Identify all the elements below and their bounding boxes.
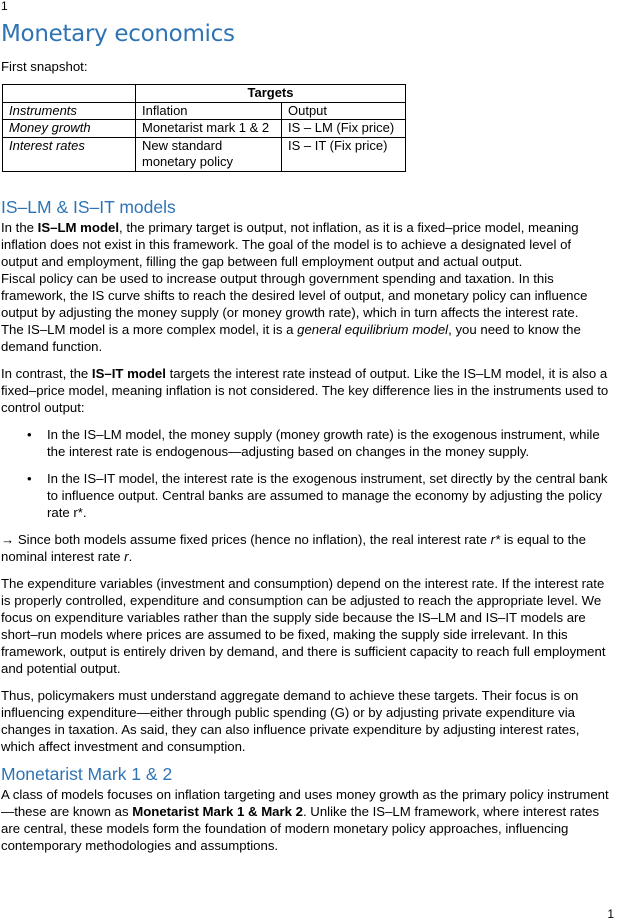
table-header-targets: Targets xyxy=(136,85,406,103)
table-header-empty xyxy=(3,85,136,103)
paragraph: A class of models focuses on inflation targeting and uses money growth as the primary policy instrument—these are known as Monetarist Mark 1 & Mark 2. Unlike the IS–LM framework, where interest rates are central, these models form the foundation of modern monetary policy approaches, influencing contemporary methodologies and assumptions. xyxy=(1,787,609,853)
table-cell: Instruments xyxy=(3,102,136,120)
list-item: • In the IS–IT model, the interest rate is the exogenous instrument, set directly by the central bank to influence output. Central banks are assumed to manage the economy by adjusting the policy rate r*. xyxy=(1,470,611,521)
table-cell: New standard monetary policy xyxy=(136,137,282,171)
section-heading-monetarist: Monetarist Mark 1 & 2 xyxy=(1,764,173,784)
table-row xyxy=(3,120,406,138)
paragraph: In contrast, the IS–IT model targets the interest rate instead of output. Like the IS–LM model, it is also a fixed–price model, meaning inflation is not considered. The key difference lies in the instruments used to control output: xyxy=(1,366,609,415)
paragraph: Thus, policymakers must understand aggregate demand to achieve these targets. Their focus is on influencing expenditure—either through public spending (G) or by adjusting private expenditure via changes in taxation. As said, they can also influence private expenditure by adjusting interest rates, which affect investment and consumption. xyxy=(1,688,580,754)
table-cell: Inflation xyxy=(136,102,282,120)
table-row xyxy=(3,137,406,171)
table-cell: Interest rates xyxy=(3,137,136,171)
section-heading-islm-isit: IS–LM & IS–IT models xyxy=(1,197,176,217)
paragraph: → Since both models assume fixed prices (hence no inflation), the real interest rate r* is equal to the nominal interest rate r. xyxy=(1,532,586,564)
paragraph: Fiscal policy can be used to increase output through government spending and taxation. In this framework, the IS curve shifts to reach the desired level of output, and monetary policy can influence output by adjusting the money supply (or money growth rate), which in turn affects the interest rate. xyxy=(1,271,588,320)
page-number-bottom: 1 xyxy=(607,907,614,921)
table-header-row xyxy=(3,85,406,103)
page-number-top: 1 xyxy=(1,0,8,13)
table-row xyxy=(3,102,406,120)
paragraph: In the IS–LM model, the primary target is output, not inflation, as it is a fixed–price model, meaning inflation does not exist in this framework. The goal of the model is to achieve a designated level of output and employment, filling the gap between full employment output and actual output. xyxy=(1,220,579,269)
paragraph: The IS–LM model is a more complex model, it is a general equilibrium model, you need to know the demand function. xyxy=(1,322,581,354)
targets-table xyxy=(2,84,406,172)
list-item: • In the IS–LM model, the money supply (money growth rate) is the exogenous instrument, while the interest rate is endogenous—adjusting based on changes in the money supply. xyxy=(1,426,611,460)
table-cell: Money growth xyxy=(3,120,136,138)
table-cell: IS – IT (Fix price) xyxy=(282,137,406,171)
table-cell: IS – LM (Fix price) xyxy=(282,120,406,138)
table-cell: Monetarist mark 1 & 2 xyxy=(136,120,282,138)
table-cell: Output xyxy=(282,102,406,120)
snapshot-label: First snapshot: xyxy=(1,59,88,74)
page-title: Monetary economics xyxy=(1,21,235,47)
document-body xyxy=(1,196,611,854)
bullet-list xyxy=(1,426,611,521)
paragraph: The expenditure variables (investment and consumption) depend on the interest rate. If the interest rate is properly controlled, expenditure and consumption can be adjusted to reach the appropriate level. We focus on expenditure variables rather than the supply side because the IS–LM and IS–IT models are short–run models where prices are assumed to be fixed, making the supply side irrelevant. In this framework, output is entirely driven by demand, and there is sufficient capacity to reach full employment and potential output. xyxy=(1,576,606,676)
